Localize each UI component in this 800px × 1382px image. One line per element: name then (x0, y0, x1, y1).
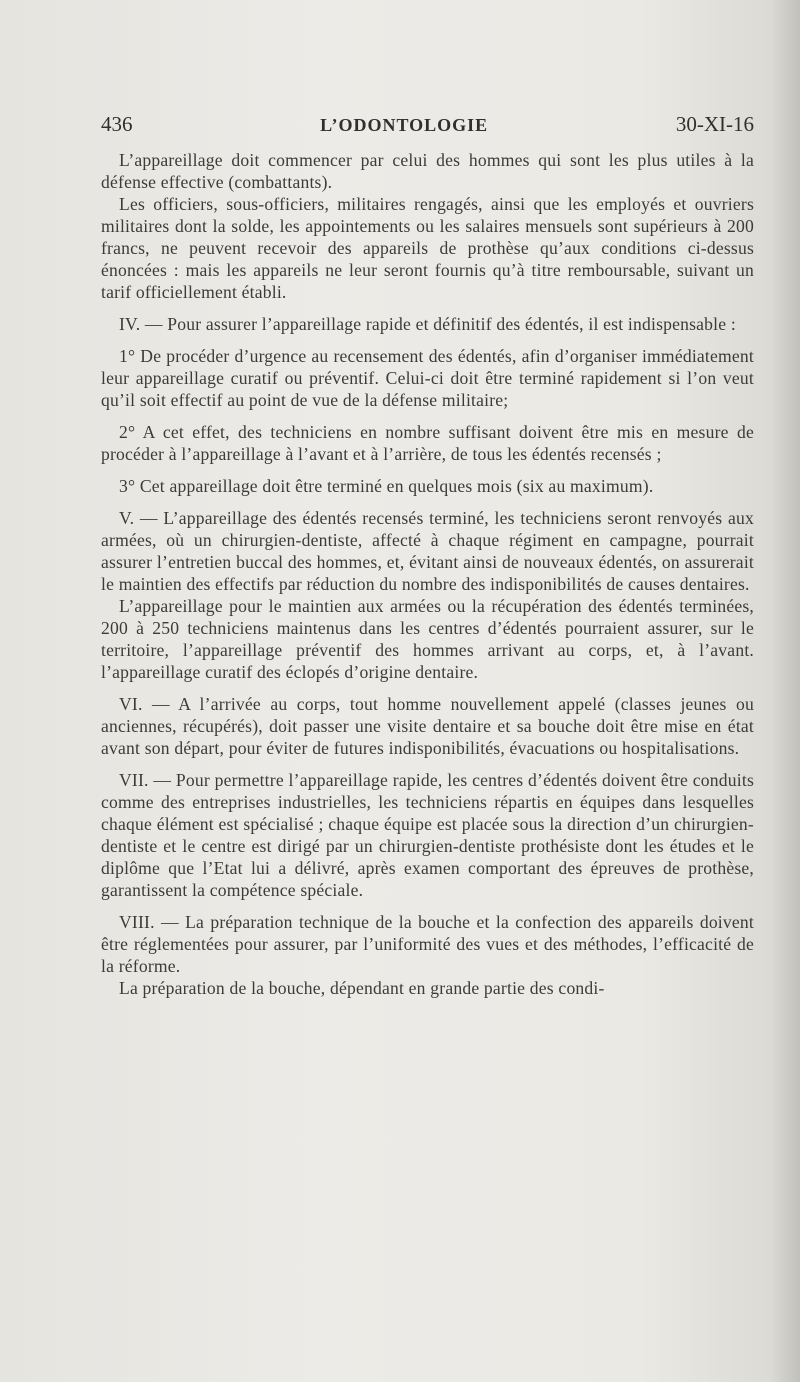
journal-title: L’ODONTOLOGIE (320, 115, 489, 135)
paragraph-preparation-bouche: La préparation de la bouche, dépendant en grande partie des condi- (119, 978, 605, 998)
paragraph-section-v: V. — L’appareillage des édentés recensés terminé, les techniciens seront renvoyés aux armées, où un chirurgien-dentiste, affecté à chaque régiment en campagne, pourrait assurer l’entretien buccal des hommes, et, évitant ainsi de nouveaux édentés, on assurerait le maintien des effectifs par réduction du nombre des indisponibilités de causes dentaires. (101, 508, 754, 594)
page-number: 436 (101, 112, 133, 136)
page-edge-shadow (770, 0, 800, 1382)
paragraph-section-iv: IV. — Pour assurer l’appareillage rapide et définitif des édentés, il est indispensable : (119, 314, 736, 334)
paragraph-point-3: 3° Cet appareillage doit être terminé en quelques mois (six au maximum). (119, 476, 654, 496)
paragraph-appareillage-priorite: L’appareillage doit commencer par celui des hommes qui sont les plus utiles à la défense effective (combattants). (101, 150, 754, 192)
article-body (101, 149, 754, 999)
page-header (101, 112, 754, 137)
paragraph-officiers: Les officiers, sous-officiers, militaires rengagés, ainsi que les employés et ouvriers militaires dont la solde, les appointements ou les salaires mensuels sont supérieurs à 200 francs, ne peuvent recevoir des appareils de prothèse qu’aux conditions ci-dessus énoncées : mais les appareils ne leur seront fournis qu’à titre remboursable, suivant un tarif officiellement établi. (101, 194, 754, 302)
paragraph-section-vii: VII. — Pour permettre l’appareillage rapide, les centres d’édentés doivent être conduits comme des entreprises industrielles, les techniciens répartis en équipes dans lesquelles chaque élément est spécialisé ; chaque équipe est placée sous la direction d’un chirurgien-dentiste et le centre est dirigé par un chirurgien-dentiste prothésiste dont les études et le diplôme que l’Etat lui a délivré, après examen comportant des épreuves de prothèse, garantissent la compétence spéciale. (101, 770, 754, 900)
paragraph-section-viii: VIII. — La préparation technique de la bouche et la confection des appareils doivent être réglementées pour assurer, par l’uniformité des vues et des méthodes, l’efficacité de la réforme. (101, 912, 754, 976)
paragraph-maintien-armees: L’appareillage pour le maintien aux armées ou la récupération des édentés terminées, 200 à 250 techniciens maintenus dans les centres d’édentés pourraient assurer, sur le territoire, l’appareillage préventif des hommes arrivant au corps, et, à l’avant. l’appareillage curatif des éclopés d’origine dentaire. (101, 596, 754, 682)
issue-date: 30-XI-16 (675, 112, 754, 136)
paragraph-point-2: 2° A cet effet, des techniciens en nombre suffisant doivent être mis en mesure de procéder à l’appareillage à l’avant et à l’arrière, de tous les édentés recensés ; (101, 422, 754, 464)
paragraph-point-1: 1° De procéder d’urgence au recensement des édentés, afin d’organiser immédiatement leur appareillage curatif ou préventif. Celui-ci doit être terminé rapidement si l’on veut qu’il soit effectif au point de vue de la défense militaire; (101, 346, 754, 410)
paragraph-section-vi: VI. — A l’arrivée au corps, tout homme nouvellement appelé (classes jeunes ou anciennes, récupérés), doit passer une visite dentaire et sa bouche doit être mise en état avant son départ, pour éviter de futures indisponibilités, évacuations ou hospitalisations. (101, 694, 754, 758)
